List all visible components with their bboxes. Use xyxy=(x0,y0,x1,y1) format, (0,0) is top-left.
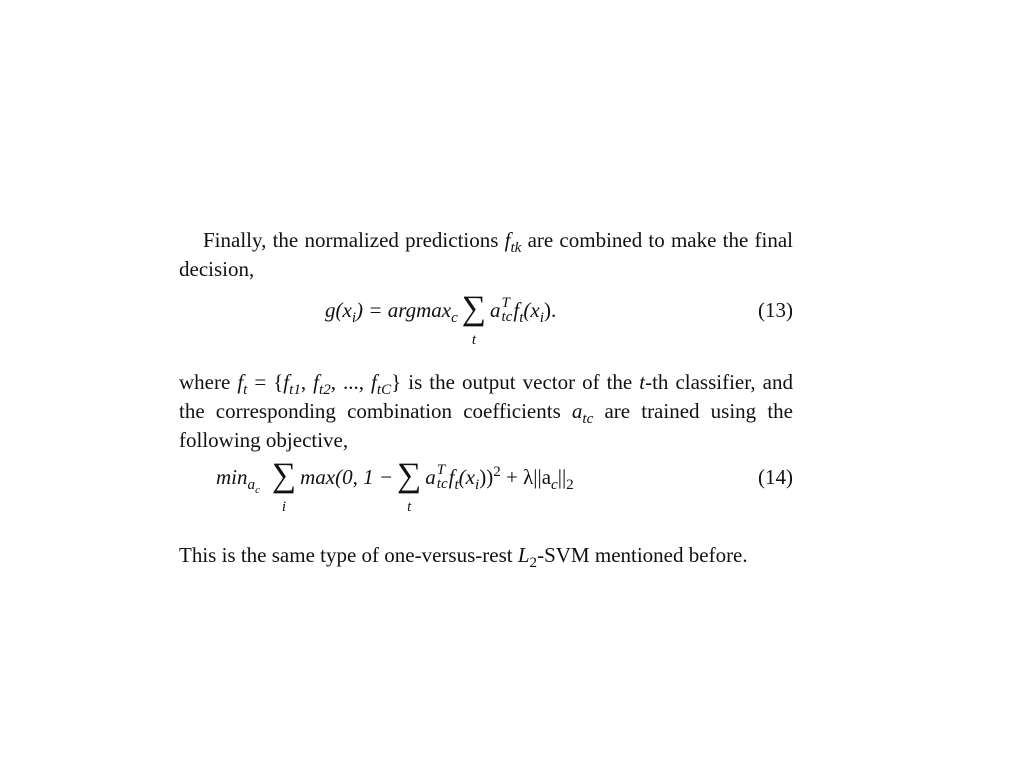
symbol-L-sub: 2 xyxy=(529,555,538,572)
symbol-a-tc xyxy=(571,399,594,428)
set-e1: f xyxy=(283,370,290,394)
eq14-arg-sub: i xyxy=(475,477,480,494)
eq14-plus: + λ||a xyxy=(500,465,552,489)
symbol-f: f xyxy=(504,228,511,252)
eq14-min-text: min xyxy=(216,465,248,489)
sum-sigma-icon: ∑ xyxy=(397,457,422,494)
eq13-f xyxy=(513,296,556,325)
set-e2: f xyxy=(313,370,320,394)
eq14-a-supsub xyxy=(437,463,448,491)
eq13-lhs-text: g(x xyxy=(325,298,352,322)
set-element-1 xyxy=(283,370,301,399)
set-close: } xyxy=(391,370,402,394)
set-element-3 xyxy=(371,370,392,399)
eq14-min-sub-a: a xyxy=(247,477,256,494)
set-e2-sub: t2 xyxy=(319,382,331,399)
paragraph3-text-a: This is the same type of one-versus-rest xyxy=(179,543,518,567)
set-open: = { xyxy=(247,370,284,394)
text-column xyxy=(179,226,793,570)
eq14-max xyxy=(300,463,393,492)
eq13-argmax-sub: c xyxy=(451,310,458,327)
set-element-2 xyxy=(313,370,331,399)
eq13-sum-index: t xyxy=(471,332,476,348)
equation-14 xyxy=(179,457,793,523)
eq13-a-sup: T xyxy=(501,295,510,311)
equation-13 xyxy=(179,290,793,354)
eq14-sum-t xyxy=(397,457,422,515)
eq14-f-text: f xyxy=(448,465,455,489)
paragraph-svm xyxy=(179,541,793,570)
eq14-min-sub xyxy=(247,477,260,497)
symbol-f-tk xyxy=(504,228,522,257)
eq14-norm-sub2: 2 xyxy=(566,477,574,494)
paragraph2-text-b: is the output vector of the xyxy=(401,370,640,394)
paragraph1-text-a: Finally, the normalized predictions xyxy=(203,228,505,252)
eq13-f-sub: t xyxy=(519,310,524,327)
eq13-lhs-sub: i xyxy=(351,310,357,327)
paragraph2-text-c: -th classifier, and the corresponding combination coefficients xyxy=(179,370,793,423)
equation-13-number: (13) xyxy=(758,298,793,322)
equation-14-number: (14) xyxy=(758,465,793,489)
symbol-ft-sub: t xyxy=(243,382,248,399)
symbol-ft: f xyxy=(237,370,244,394)
eq14-a-sup: T xyxy=(436,462,446,478)
symbol-f-t xyxy=(237,370,248,399)
set-e3-sub: tC xyxy=(376,382,392,399)
symbol-t: t xyxy=(639,370,646,394)
eq14-sum2-index: t xyxy=(407,499,412,515)
eq14-f xyxy=(449,463,574,492)
eq14-min-sub-c: c xyxy=(255,484,260,497)
eq13-tail: (x xyxy=(523,298,540,322)
eq14-sum-i xyxy=(271,457,297,515)
equation-14-body xyxy=(216,457,574,515)
eq14-min xyxy=(216,463,260,497)
set-e3: f xyxy=(371,370,377,394)
paragraph3-text-b: -SVM mentioned before. xyxy=(537,543,748,567)
eq14-a xyxy=(425,463,436,492)
eq14-norm-close: || xyxy=(557,465,567,489)
eq13-tail-close: ). xyxy=(543,298,557,322)
sum-sigma-icon: ∑ xyxy=(461,290,487,327)
symbol-atc-sub: tc xyxy=(582,411,594,428)
eq14-arg: (x xyxy=(458,465,475,489)
eq14-f-sub: t xyxy=(454,477,459,494)
eq14-close-sup: 2 xyxy=(493,464,501,480)
eq14-close: )) xyxy=(479,465,494,489)
symbol-f-sub: tk xyxy=(510,240,522,257)
symbol-atc: a xyxy=(571,399,583,423)
set-sep-1: , xyxy=(300,370,314,394)
eq13-a-text: a xyxy=(490,298,501,322)
paragraph2-text-a: where xyxy=(179,370,238,394)
eq14-sum1-index: i xyxy=(281,499,287,515)
paragraph-final-decision xyxy=(179,226,793,284)
eq14-a-text: a xyxy=(425,465,436,489)
eq13-a-supsub xyxy=(502,296,513,324)
eq13-lhs xyxy=(325,296,458,325)
eq13-lhs-close: ) = argmax xyxy=(356,298,452,322)
set-e1-sub: t1 xyxy=(289,382,301,399)
equation-13-body xyxy=(325,290,557,348)
eq13-tail-sub: i xyxy=(539,310,544,327)
eq13-sum xyxy=(461,290,487,348)
eq14-max-open: max(0, 1 − xyxy=(300,465,394,489)
paragraph1-text-b: are combined to make the final decision, xyxy=(179,228,793,281)
eq13-a-sub: tc xyxy=(501,309,513,325)
sum-sigma-icon: ∑ xyxy=(271,457,297,494)
set-sep-2: , ..., xyxy=(330,370,372,394)
eq14-norm-sub: c xyxy=(551,477,558,494)
eq13-a xyxy=(490,296,501,325)
eq14-a-sub: tc xyxy=(436,476,448,492)
eq13-f-text: f xyxy=(513,298,520,322)
paragraph-objective xyxy=(179,368,793,455)
paragraph2-text-d: are trained using the following objective, xyxy=(179,399,793,452)
symbol-L2 xyxy=(517,543,538,572)
symbol-L: L xyxy=(517,543,530,567)
